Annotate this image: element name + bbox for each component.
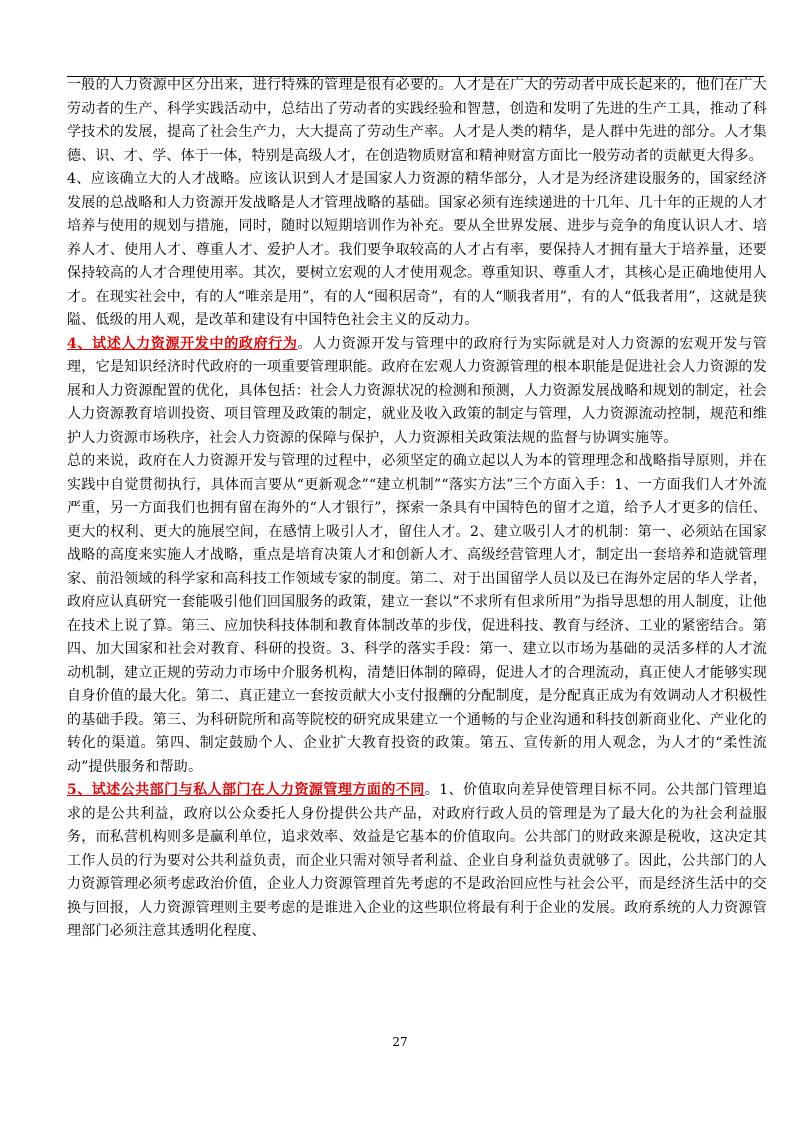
paragraph-4-text: 总的来说，政府在人力资源开发与管理的过程中，必须坚定的确立起以人为本的管理理念和战略指导原则，并在实践中自觉贯彻执行，具体而言要从“更新观念”“建立机制”“落实方法”三个方面入手：1、一方面我们人才外流严重，另一方面我们也拥有留在海外的“人才银行”，探索一条具有中国特色的留才之道，给予人才更多的信任、更大的权利、更大的施展空间，在感情上吸引人才，留住人才。2、建立吸引人才的机制：第一、必须站在国家战略的高度来实施人才战略，重点是培育决策人才和创新人才、高级经营管理人才，制定出一套培养和造就管理家、前沿领域的科学家和高科技工作领域专家的制度。第二、对于出国留学人员以及已在海外定居的华人学者，政府应认真研究一套能吸引他们回国服务的政策，建立一套以“不求所有但求所用”为指导思想的用人制度，让他在技术上说了算。第三、应加快科技体制和教育体制改革的步伐，促进科技、教育与经济、工业的紧密结合。第四、加大国家和社会对教育、科研的投资。3、科学的落实手段：第一、建立以市场为基础的灵活多样的人才流动机制，建立正规的劳动力市场中介服务机构，清楚旧体制的障碍，促进人才的合理流动，真正使人才能够实现自身价值的最大化。第二、真正建立一套按贡献大小支付报酬的分配制度，是分配真正成为有效调动人才积极性的基础手段。第三、为科研院所和高等院校的研究成果建立一个通畅的与企业沟通和科技创新商业化、产业化的转化的渠道。第四、制定鼓励个人、企业扩大教育投资的政策。第五、宣传新的用人观念，为人才的“柔性流动”提供服务和帮助。	[67, 453, 767, 775]
paragraph-3	[67, 333, 767, 451]
question-5-heading: 5、试述公共部门与私人部门在人力资源管理方面的不同	[67, 782, 425, 798]
question-4-heading: 4、试述人力资源开发中的政府行为	[67, 335, 298, 352]
paragraph-5	[67, 779, 767, 944]
paragraph-2	[67, 168, 767, 333]
document-body	[67, 74, 767, 944]
paragraph-1	[67, 74, 767, 168]
page-number: 27	[392, 1035, 408, 1049]
paragraph-4	[67, 450, 767, 779]
paragraph-2-text: 4、应该确立大的人才战略。应该认识到人才是国家人力资源的精华部分，人才是为经济建设服务的，国家经济发展的总战略和人力资源开发战略是人才管理战略的基础。国家必须有连续递进的十几年、几十年的正规的人才培养与使用的规划与措施，同时，随时以短期培训作为补充。要从全世界发展、进步与竞争的角度认识人才、培养人才、使用人才、尊重人才、爱护人才。我们要争取较高的人才占有率，要保持人才拥有量大于培养量，还要保持较高的人才合理使用率。其次，要树立宏观的人才使用观念。尊重知识、尊重人才，其核心是正确地使用人才。在现实社会中，有的人“唯亲是用”，有的人“囤积居奇”，有的人“顺我者用”，有的人“低我者用”，这就是狭隘、低级的用人观，是改革和建设有中国特色社会主义的反动力。	[67, 171, 767, 328]
paragraph-5-text: 。1、价值取向差异使管理目标不同。公共部门管理追求的是公共利益，政府以公众委托人身份提供公共产品，对政府行政人员的管理是为了最大化的为社会利益服务，而私营机构则多是赢利单位，追求效率、效益是它基本的价值取向。公共部门的财政来源是税收，这决定其工作人员的行为要对公共利益负责，而企业只需对领导者利益、企业自身利益负责就够了。因此，公共部门的人力资源管理必须考虑政治价值，企业人力资源管理首先考虑的不是政治回应性与社会公平，而是经济生活中的交换与回报，人力资源管理则主要考虑的是谁进入企业的这些职位将最有利于企业的发展。政府系统的人力资源管理部门必须注意其透明化程度、	[67, 782, 767, 939]
paragraph-1-text: 一般的人力资源中区分出来，进行特殊的管理是很有必要的。人才是在广大的劳动者中成长起来的，他们在广大劳动者的生产、科学实践活动中，总结出了劳动者的实践经验和智慧，创造和发明了先进的生产工具，推动了科学技术的发展，提高了社会生产力，大大提高了劳动生产率。人才是人类的精华，是人群中先进的部分。人才集德、识、才、学、体于一体，特别是高级人才，在创造物质财富和精神财富方面比一般劳动者的贡献更大得多。	[67, 77, 767, 164]
paragraph-3-text: 。人力资源开发与管理中的政府行为实际就是对人力资源的宏观开发与管理，它是知识经济时代政府的一项重要管理职能。政府在宏观人力资源管理的根本职能是促进社会人力资源的发展和人力资源配置的优化，具体包括：社会人力资源状况的检测和预测，人力资源发展战略和规划的制定，社会人力资源教育培训投资、项目管理及政策的制定，就业及收入政策的制定与管理，人力资源流动控制，规范和维护人力资源市场秩序，社会人力资源的保障与保护，人力资源相关政策法规的监督与协调实施等。	[67, 335, 767, 446]
